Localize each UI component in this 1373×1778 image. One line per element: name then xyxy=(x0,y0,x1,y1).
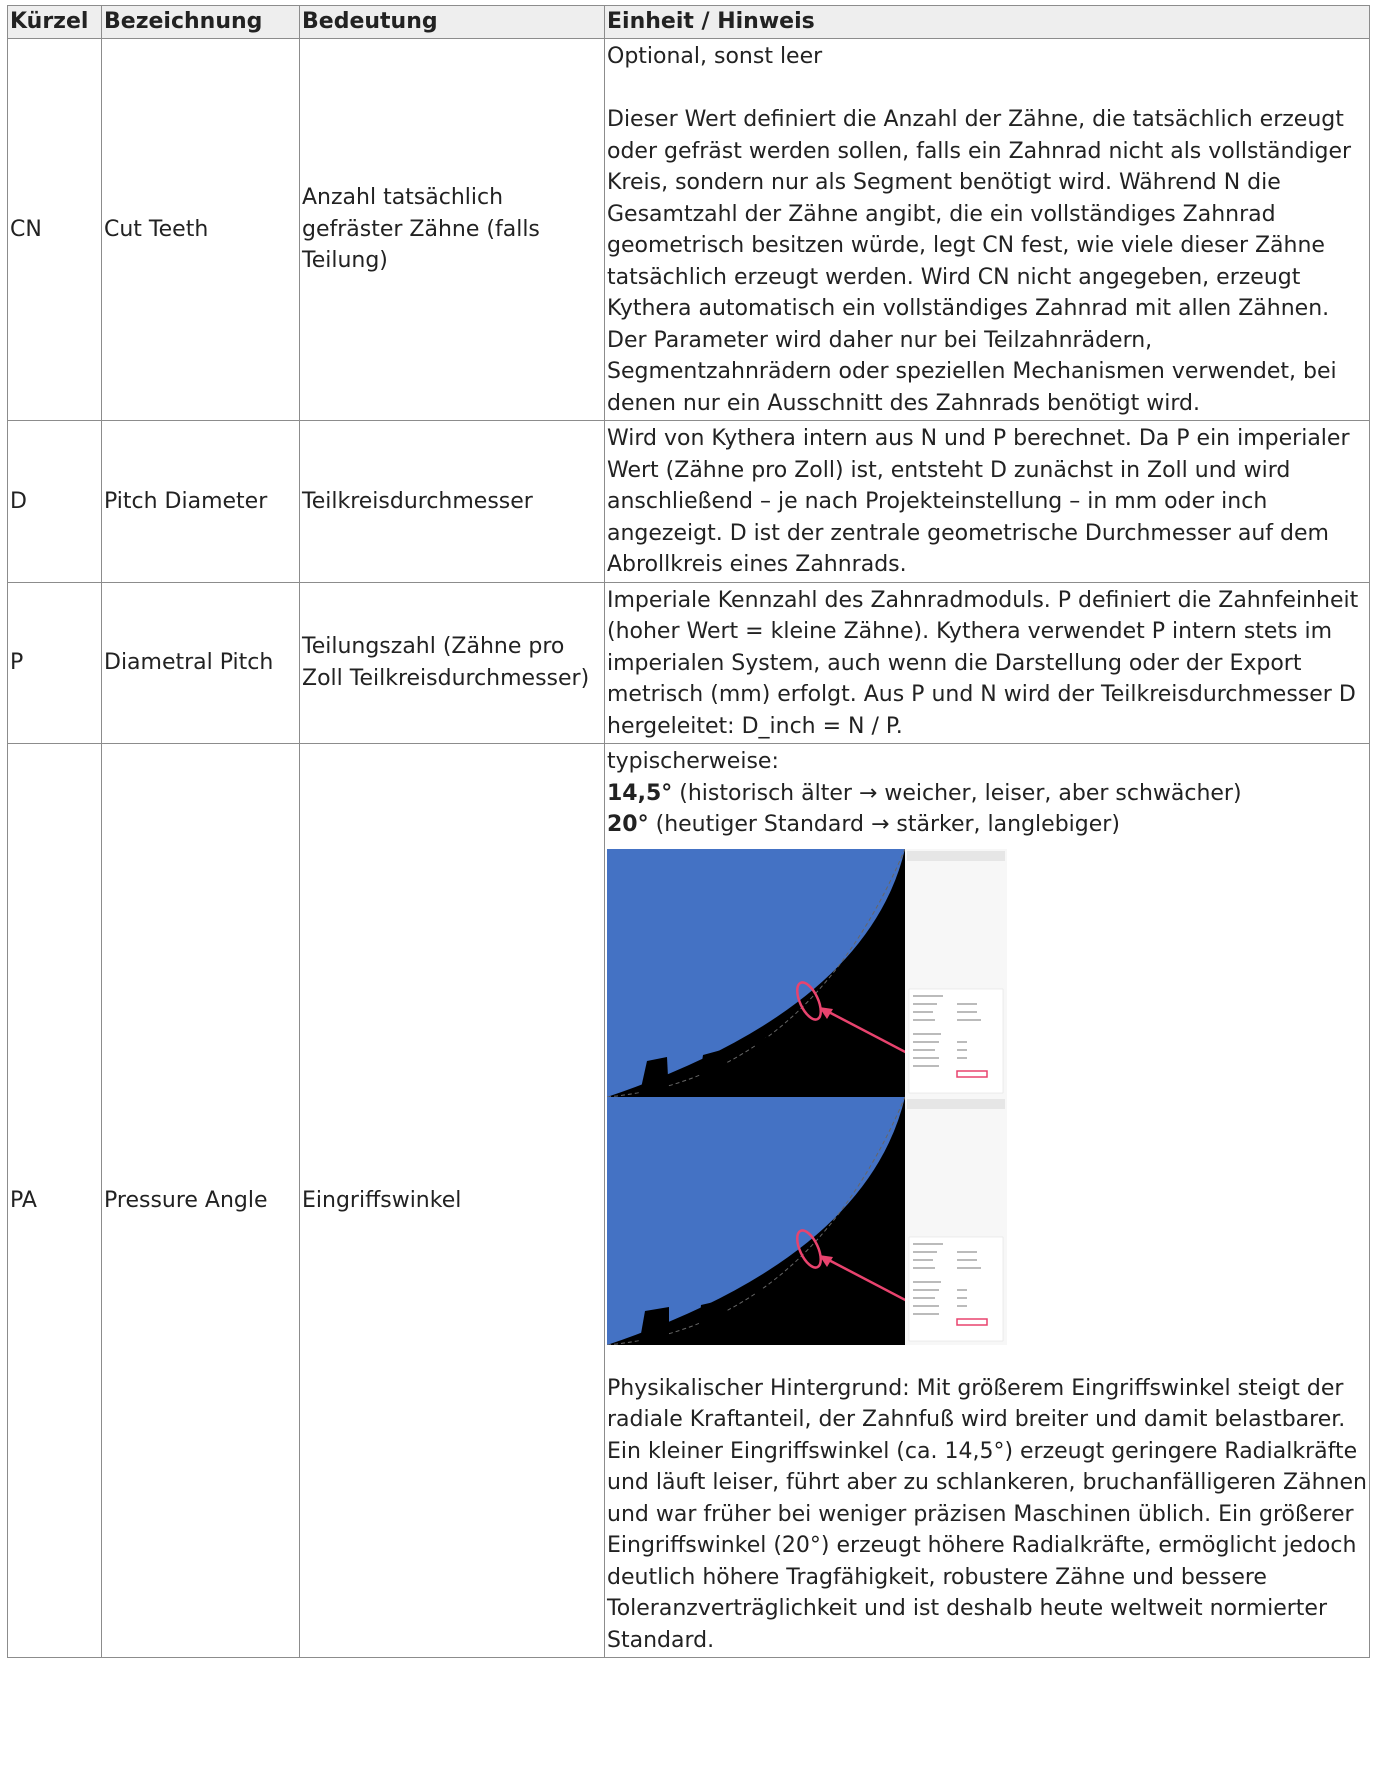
option-text: (historisch älter → weicher, leiser, aber schwächer) xyxy=(672,780,1242,806)
gear-comparison-image xyxy=(607,849,1007,1345)
hint-text: Physikalischer Hintergrund: Mit größerem Eingriffswinkel steigt der radiale Kraftanteil, der Zahnfuß wird breiter und damit belastbarer. Ein kleiner Eingriffswinkel (ca. 14,5°) erzeugt geringere Radialkräfte und läuft leiser, führt aber zu schlankeren, bruchanfälligeren Zähnen und war früher bei weniger präzisen Maschinen üblich. Ein größerer Eingriffswinkel (20°) erzeugt höhere Radialkräfte, ermöglicht jedoch deutlich höhere Tragfähigkeit, robustere Zähne und bessere Toleranzverträglichkeit und ist deshalb heute weltweit normierter Standard. xyxy=(607,1375,1367,1653)
option-14-5 xyxy=(607,778,1367,810)
option-text: (heutiger Standard → stärker, langlebiger) xyxy=(648,812,1120,837)
header-meaning: Bedeutung xyxy=(300,6,605,39)
header-abbr: Kürzel xyxy=(8,6,102,39)
cell-name: Diametral Pitch xyxy=(102,582,300,744)
cell-meaning: Teilungszahl (Zähne pro Zoll Teilkreisdurchmesser) xyxy=(300,582,605,744)
cell-abbr: P xyxy=(8,582,102,744)
header-name: Bezeichnung xyxy=(102,6,300,39)
cell-meaning: Eingriffswinkel xyxy=(300,744,605,1658)
cell-hint xyxy=(605,744,1370,1658)
hint-text: Imperiale Kennzahl des Zahnradmoduls. P definiert die Zahnfeinheit (hoher Wert = kleine Zähne). Kythera verwendet P intern stets im imperialen System, auch wenn die Darstellung oder der Export metrisch (mm) erfolgt. Aus P und N wird der Teilkreisdurchmesser D hergeleitet: D_inch = N / P. xyxy=(607,587,1359,739)
table-row xyxy=(8,39,1370,421)
option-value: 20° xyxy=(607,812,649,837)
gear-panel-14-5 xyxy=(607,849,1007,1097)
cell-meaning: Teilkreisdurchmesser xyxy=(300,421,605,583)
table-row xyxy=(8,421,1370,583)
hint-intro: Optional, sonst leer xyxy=(607,44,823,69)
cell-name: Pressure Angle xyxy=(102,744,300,1658)
option-value: 14,5° xyxy=(607,780,673,806)
spacer xyxy=(607,73,1367,105)
cell-hint xyxy=(605,582,1370,744)
cell-name: Pitch Diameter xyxy=(102,421,300,583)
cell-hint xyxy=(605,39,1370,421)
option-20 xyxy=(607,809,1367,841)
header-hint: Einheit / Hinweis xyxy=(605,6,1370,39)
table-row xyxy=(8,744,1370,1658)
cell-abbr: PA xyxy=(8,744,102,1658)
cell-meaning: Anzahl tatsächlich gefräster Zähne (falls Teilung) xyxy=(300,39,605,421)
hint-text: Dieser Wert definiert die Anzahl der Zähne, die tatsächlich erzeugt oder gefräst werden sollen, falls ein Zahnrad nicht als vollständiger Kreis, sondern nur als Segment benötigt wird. Während N die Gesamtzahl der Zähne angibt, die ein vollständiges Zahnrad geometrisch besitzen würde, legt CN fest, wie viele dieser Zähne tatsächlich erzeugt werden. Wird CN nicht angegeben, erzeugt Kythera automatisch ein vollständiges Zahnrad mit allen Zähnen. Der Parameter wird daher nur bei Teilzahnrädern, Segmentzahnrädern oder speziellen Mechanismen verwendet, bei denen nur ein Ausschnitt des Zahnrads benötigt wird. xyxy=(607,107,1352,416)
gear-panel-20 xyxy=(607,1097,1007,1345)
cell-abbr: D xyxy=(8,421,102,583)
table-row xyxy=(8,582,1370,744)
hint-intro: typischerweise: xyxy=(607,749,779,774)
cell-hint xyxy=(605,421,1370,583)
pressure-angle-screenshot xyxy=(607,849,1007,1345)
cell-abbr: CN xyxy=(8,39,102,421)
hint-text: Wird von Kythera intern aus N und P berechnet. Da P ein imperialer Wert (Zähne pro Zoll) ist, entsteht D zunächst in Zoll und wird anschließend – je nach Projekteinstellung – in mm oder inch angezeigt. D ist der zentrale geometrische Durchmesser auf dem Abrollkreis eines Zahnrads. xyxy=(607,426,1350,577)
cell-name: Cut Teeth xyxy=(102,39,300,421)
parameter-table xyxy=(7,5,1370,1658)
table-header-row xyxy=(8,6,1370,39)
